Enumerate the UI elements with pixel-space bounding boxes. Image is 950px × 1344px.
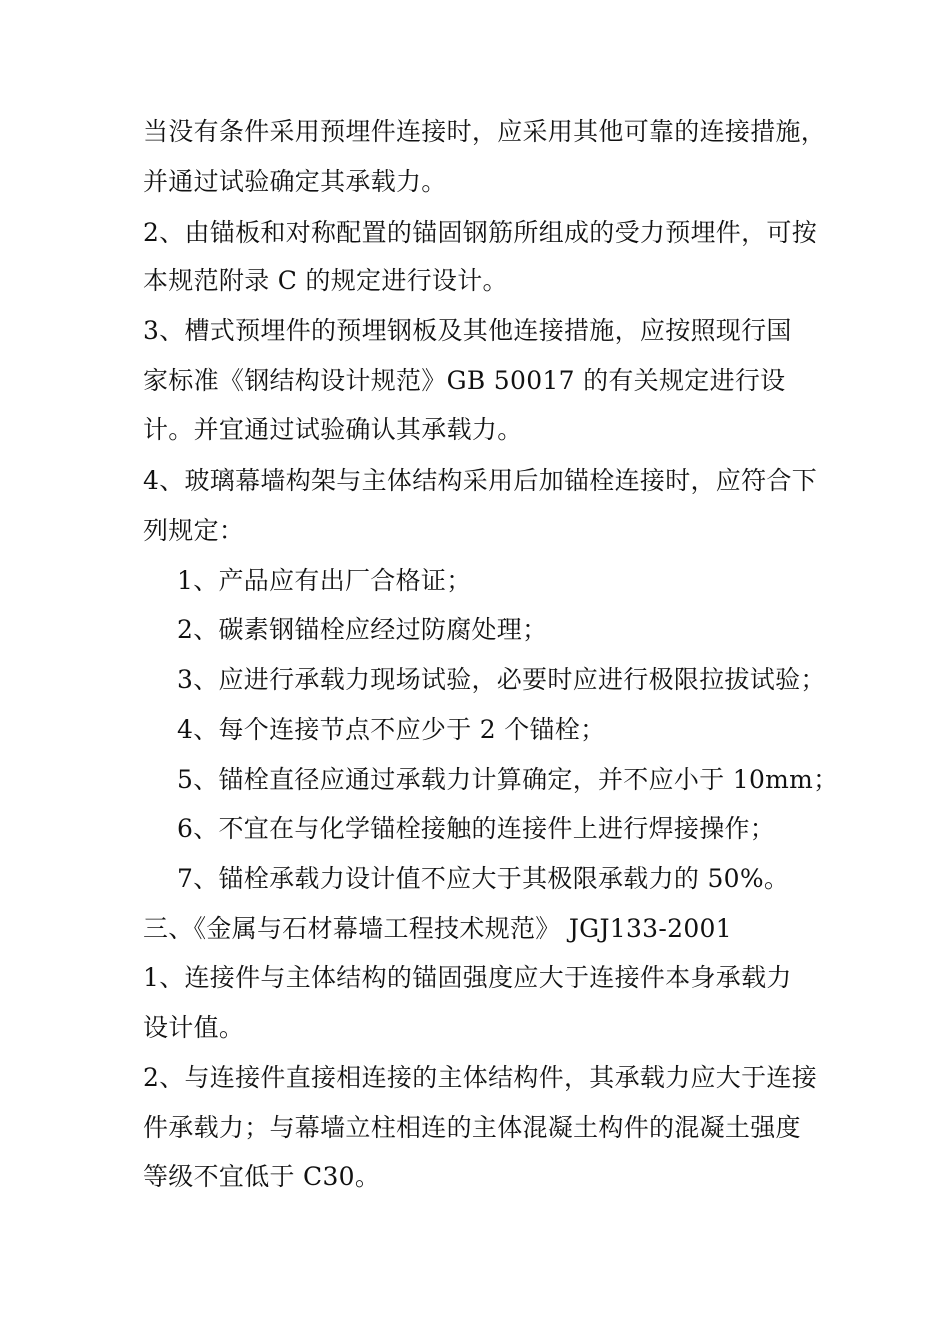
- text-line: 家标准《钢结构设计规范》GB 50017 的有关规定进行设: [143, 366, 786, 395]
- text-line: 等级不宜低于 C30。: [143, 1162, 381, 1191]
- text-line: 列规定：: [143, 516, 245, 545]
- list-item: 1、产品应有出厂合格证；: [177, 566, 472, 595]
- text-line: 2、与连接件直接相连接的主体结构件，其承载力应大于连接: [143, 1063, 818, 1092]
- text-line: 2、由锚板和对称配置的锚固钢筋所组成的受力预埋件，可按: [143, 218, 818, 247]
- text-line: 本规范附录 C 的规定进行设计。: [143, 266, 508, 295]
- list-item: 4、每个连接节点不应少于 2 个锚栓；: [177, 715, 606, 744]
- text-line: 4、玻璃幕墙构架与主体结构采用后加锚栓连接时，应符合下: [143, 466, 818, 495]
- section-heading: 三、《金属与石材幕墙工程技术规范》 JGJ133-2001: [143, 914, 732, 943]
- text-line: 并通过试验确定其承载力。: [143, 167, 447, 196]
- list-item: 7、锚栓承载力设计值不应大于其极限承载力的 50%。: [177, 864, 790, 893]
- list-item: 3、应进行承载力现场试验，必要时应进行极限拉拔试验；: [177, 665, 826, 694]
- list-item: 6、不宜在与化学锚栓接触的连接件上进行焊接操作；: [177, 814, 776, 843]
- text-line: 3、槽式预埋件的预埋钢板及其他连接措施，应按照现行国: [143, 316, 792, 345]
- list-item: 5、锚栓直径应通过承载力计算确定，并不应小于 10mm；: [177, 765, 839, 794]
- text-line: 计。并宜通过试验确认其承载力。: [143, 415, 523, 444]
- text-line: 件承载力；与幕墙立柱相连的主体混凝土构件的混凝土强度: [143, 1113, 801, 1142]
- list-item: 2、碳素钢锚栓应经过防腐处理；: [177, 615, 548, 644]
- text-line: 1、连接件与主体结构的锚固强度应大于连接件本身承载力: [143, 963, 792, 992]
- text-line: 当没有条件采用预埋件连接时，应采用其他可靠的连接措施，: [143, 117, 827, 146]
- text-line: 设计值。: [143, 1013, 245, 1042]
